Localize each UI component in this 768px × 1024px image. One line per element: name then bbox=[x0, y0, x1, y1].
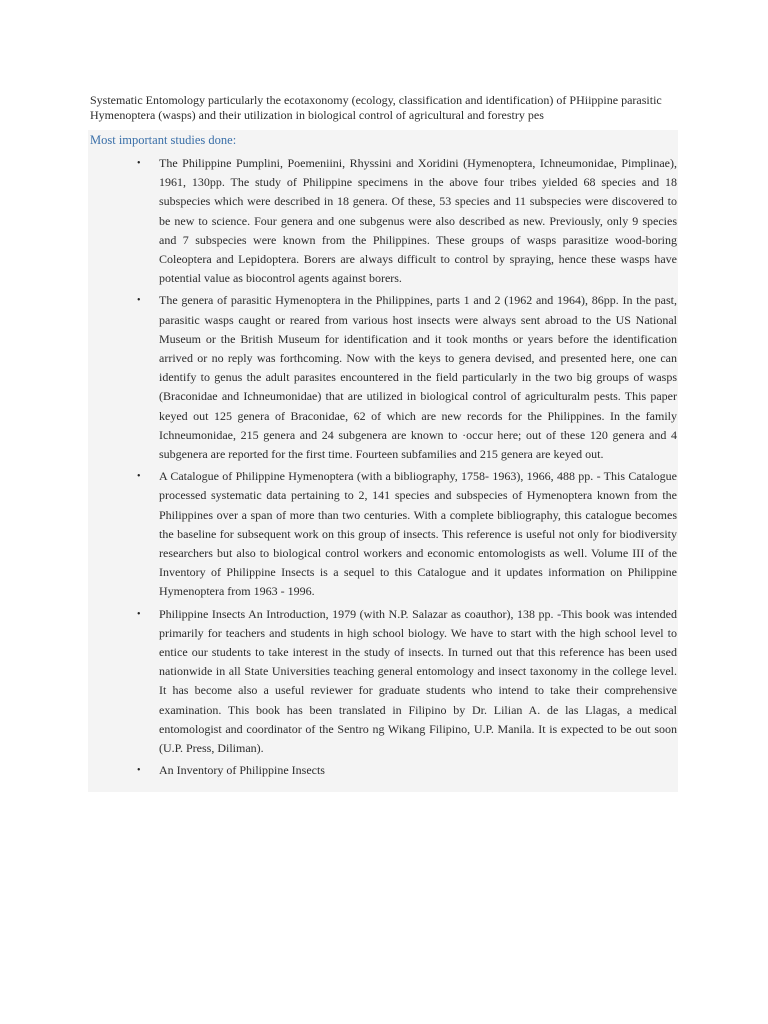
list-item bbox=[88, 291, 678, 464]
study-text: A Catalogue of Philippine Hymenoptera (with a bibliography, 1758- 1963), 1966, 488 pp. - This Catalogue processed systematic data pertaining to 2, 141 species and subspecies of Hymenoptera known from the Philippines over a span of more than two centuries. With a complete bibliography, this catalogue becomes the baseline for subsequent work on this group of insects. This reference is useful not only for biodiversity researchers but also to biological control workers and economic entomologists as well. Volume III of the Inventory of Philippine Insects is a sequel to this Catalogue and it updates information on Philippine Hymenoptera from 1963 - 1996. bbox=[159, 469, 677, 599]
study-text: Philippine Insects An Introduction, 1979 (with N.P. Salazar as coauthor), 138 pp. -This book was intended primarily for teachers and students in high school biology. We have to start with the high school level to entice our students to take interest in the study of insects. In turned out that this reference has been used nationwide in all State Universities teaching general entomology and insect taxonomy in the college level. It has become also a useful reviewer for graduate students who intend to take their comprehensive examination. This book has been translated in Filipino by Dr. Lilian A. de las Llagas, a medical entomologist and coordinator of the Sentro ng Wikang Filipino, U.P. Manila. It is expected to be out soon (U.P. Press, Diliman). bbox=[159, 606, 677, 756]
study-text: The Philippine Pumplini, Poemeniini, Rhyssini and Xoridini (Hymenoptera, Ichneumonidae, Pimplinae), 1961, 130pp. The study of Philippine specimens in the above four tribes yielded 68 species and 18 subspecies which were described in 18 genera. Of these, 53 species and 11 subspecies were discovered to be new to science. Four genera and one subgenus were also described as new. Previously, only 9 species and 7 subspecies were known from the Philippines. These groups of wasps parasitize wood-boring Coleoptera and Lepidoptera. Borers are always difficult to control by spraying, hence these wasps have potential value as biocontrol agents against borers. bbox=[159, 156, 677, 286]
list-item bbox=[88, 154, 678, 288]
studies-panel bbox=[88, 130, 678, 792]
study-text: An Inventory of Philippine Insects bbox=[159, 763, 325, 778]
study-text: The genera of parasitic Hymenoptera in the Philippines, parts 1 and 2 (1962 and 1964), 86pp. In the past, parasitic wasps caught or reared from various host insects were always sent abroad to the US National Museum or the British Museum for identification and it took months or years before the identification arrived or no reply was forthcoming. Now with the keys to genera devised, and presented here, one can identify to genus the adult parasites encountered in the field particularly in the two big groups of wasps (Braconidae and Ichneumonidae) that are utilized in biological control of agriculturalm pests. This paper keyed out 125 genera of Braconidae, 62 of which are new records for the Philippines. In the family Ichneumonidae, 215 genera and 24 subgenera are known to ·occur here; out of these 120 genera and 4 subgenera are reported for the first time. Fourteen subfamilies and 215 genera are keyed out. bbox=[159, 293, 677, 462]
bullet-icon: • bbox=[137, 158, 141, 169]
studies-heading: Most important studies done: bbox=[90, 133, 237, 147]
bullet-icon: • bbox=[137, 765, 141, 777]
studies-list bbox=[88, 154, 678, 784]
list-item bbox=[88, 605, 678, 759]
list-item bbox=[88, 761, 678, 780]
bullet-icon: • bbox=[137, 295, 141, 307]
bullet-icon: • bbox=[137, 471, 141, 483]
bullet-icon: • bbox=[137, 608, 141, 620]
intro-paragraph: Systematic Entomology particularly the ecotaxonomy (ecology, classification and identification) of PHiippine parasitic Hymenoptera (wasps) and their utilization in biological control of agricultural and forestry pes bbox=[90, 93, 662, 122]
list-item bbox=[88, 467, 678, 601]
